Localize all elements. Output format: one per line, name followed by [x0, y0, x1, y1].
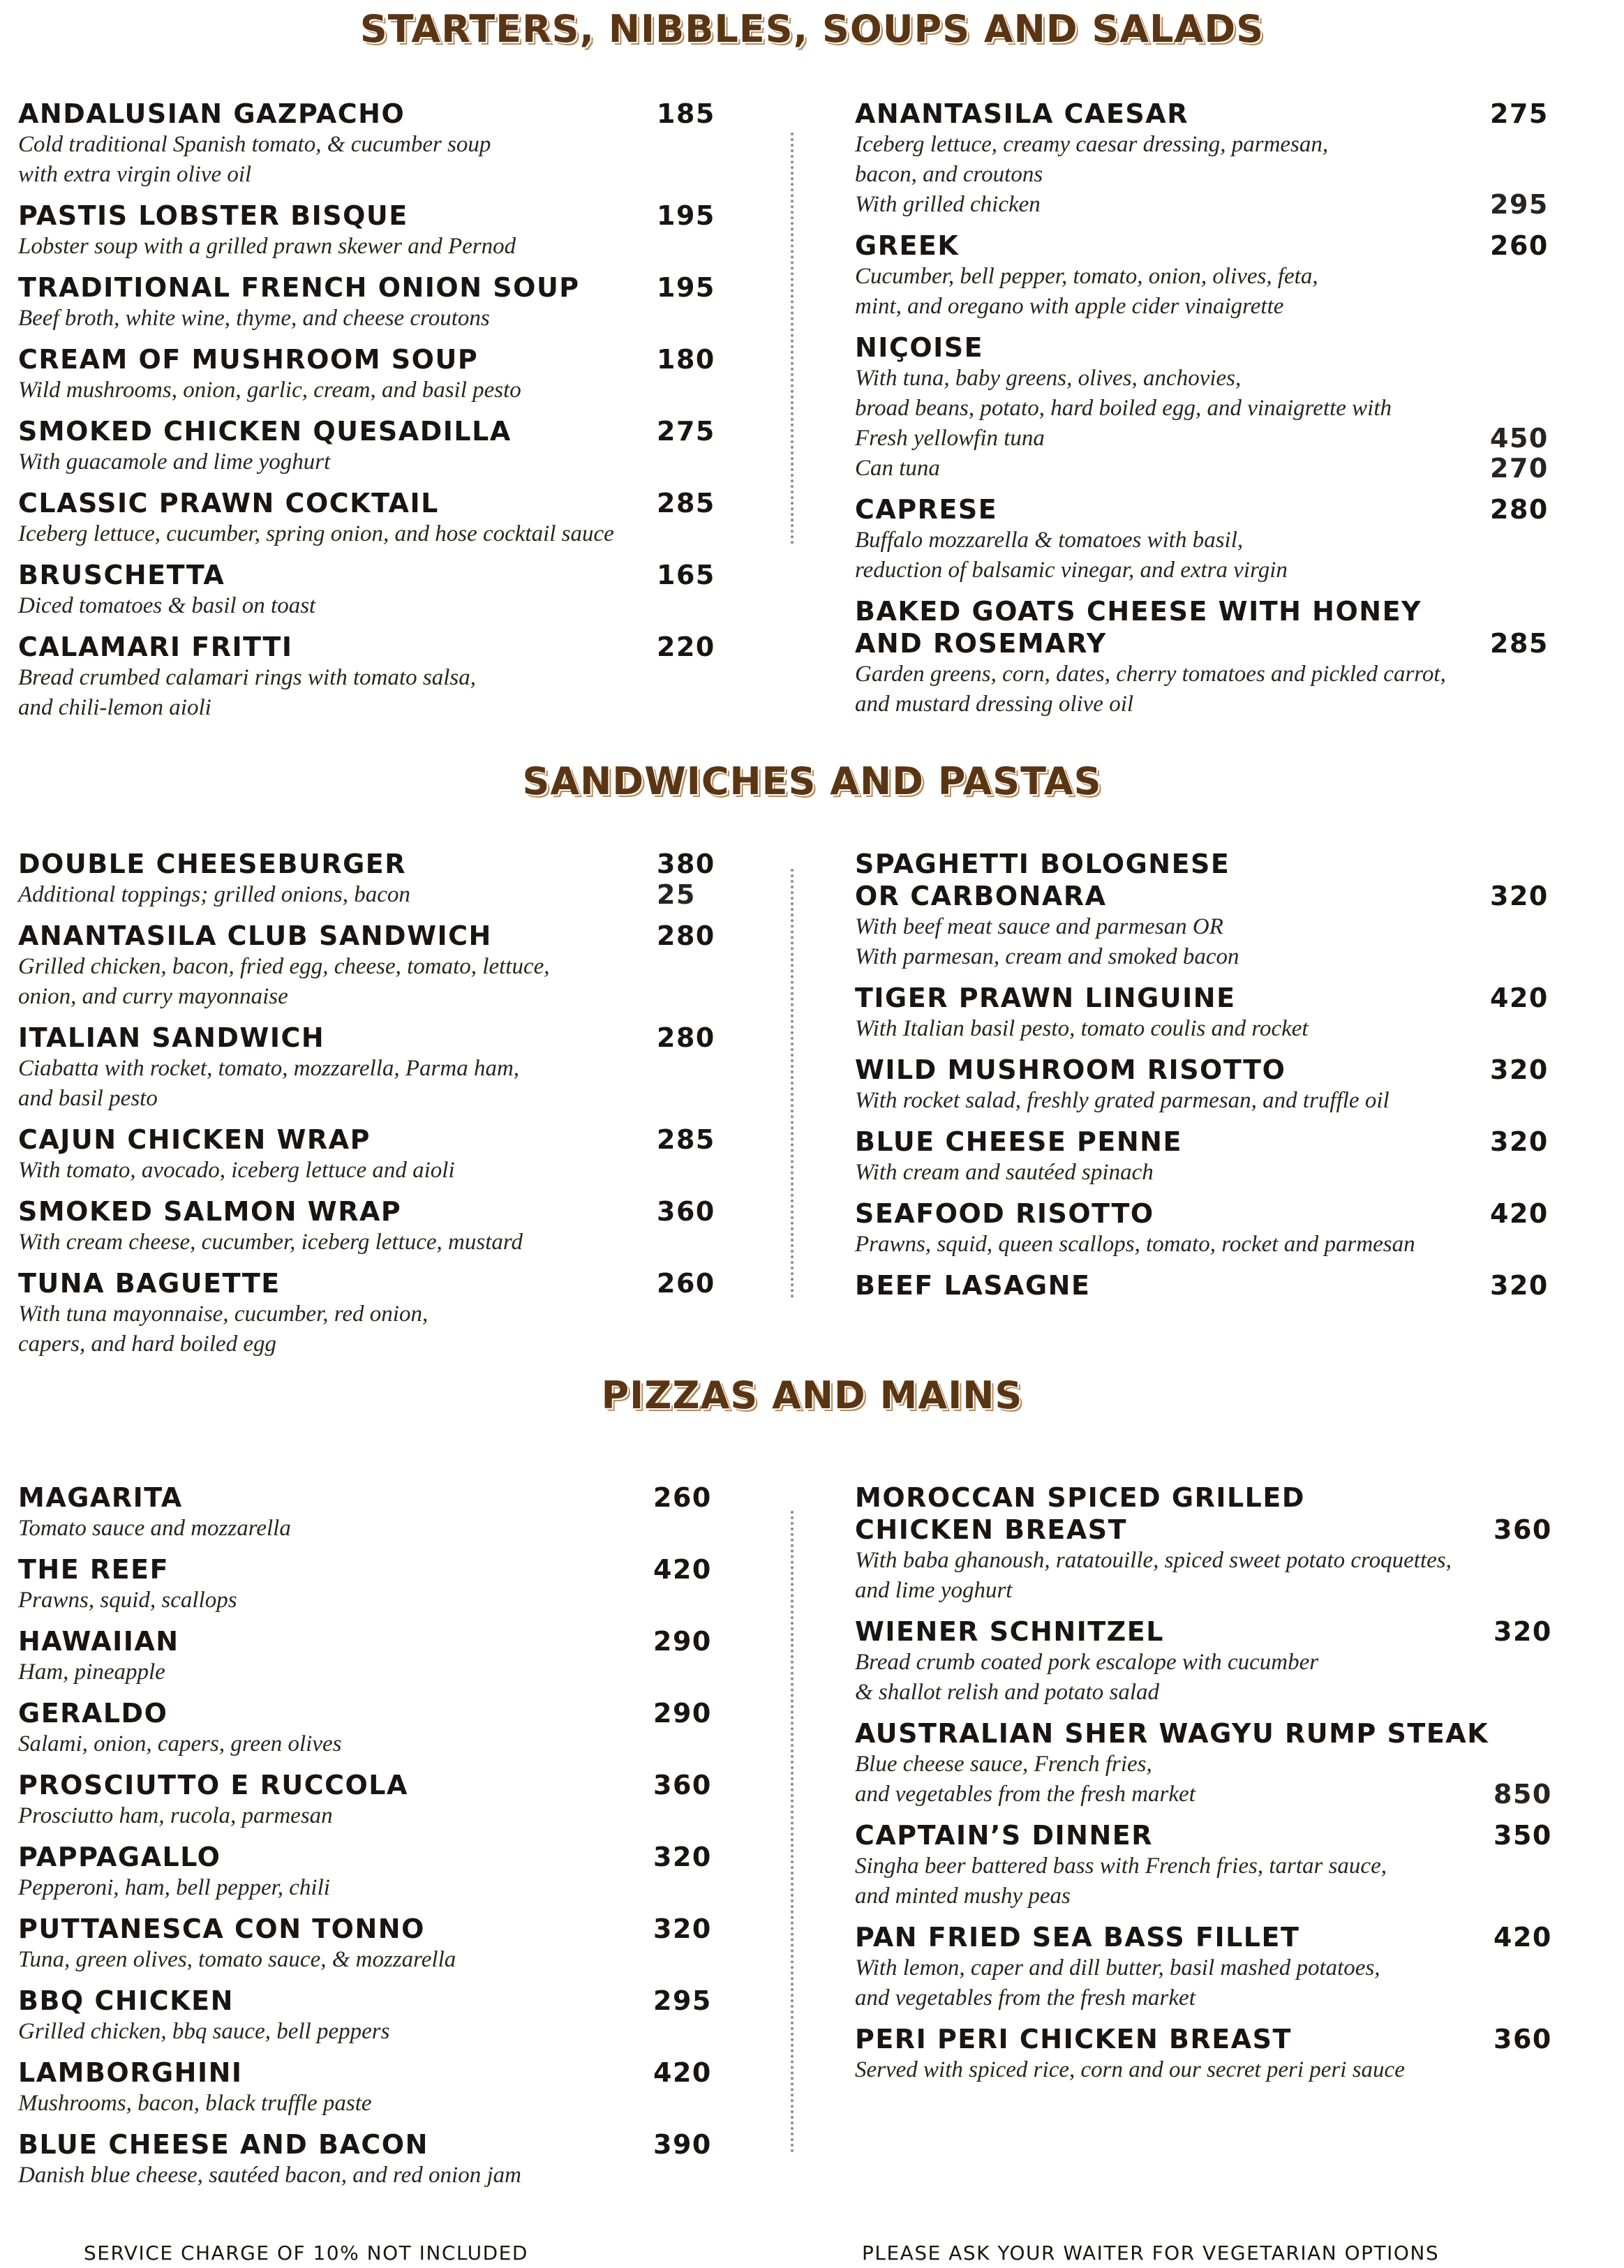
item-name: MOROCCAN SPICED GRILLED [855, 1482, 1305, 1513]
item-name: BAKED GOATS CHEESE WITH HONEY [855, 596, 1422, 627]
item-name: PAN FRIED SEA BASS FILLET [855, 1922, 1300, 1953]
item-price: 320 [1490, 1270, 1549, 1301]
item-description: With tuna mayonnaise, cucumber, red onion, capers, and hard boiled egg [18, 1301, 429, 1357]
item-name: SMOKED SALMON WRAP [18, 1196, 402, 1227]
menu-item [18, 1769, 730, 1831]
item-description: Diced tomatoes & basil on toast [18, 593, 316, 618]
item-name: WIENER SCHNITZEL [855, 1616, 1164, 1647]
menu-item [18, 631, 733, 723]
menu-item [18, 98, 733, 190]
item-description: With guacamole and lime yoghurt [18, 449, 331, 475]
item-option [855, 190, 1560, 220]
starters-left-column [18, 98, 733, 733]
item-price: 280 [657, 920, 715, 951]
item-name: ITALIAN SANDWICH [18, 1022, 325, 1053]
option-price: 25 [657, 879, 696, 910]
sandwiches-section [0, 759, 1624, 803]
item-name: GREEK [855, 230, 960, 261]
item-description: With rocket salad, freshly grated parmesan, and truffle oil [855, 1088, 1390, 1113]
item-name: LAMBORGHINI [18, 2057, 243, 2088]
menu-item [18, 1625, 730, 1687]
menu-item [855, 230, 1560, 322]
item-description: With tuna, baby greens, olives, anchovies, broad beans, potato, hard boiled egg, and vinaigrette with [855, 366, 1392, 421]
item-price: 420 [1490, 1198, 1549, 1229]
item-name: SPAGHETTI BOLOGNESE [855, 849, 1230, 879]
item-description: Tomato sauce and mozzarella [18, 1516, 291, 1541]
vegetarian-note: PLEASE ASK YOUR WAITER FOR VEGETARIAN OPTIONS [862, 2241, 1440, 2265]
menu-item [855, 1126, 1560, 1188]
menu-item [855, 493, 1560, 585]
item-name: CREAM OF MUSHROOM SOUP [18, 344, 479, 375]
item-description: Garden greens, corn, dates, cherry tomatoes and pickled carrot, and mustard dressing olive oil [855, 662, 1446, 717]
item-description: Ciabatta with rocket, tomato, mozzarella, Parma ham, and basil pesto [18, 1056, 520, 1111]
item-name: PUTTANESCA CON TONNO [18, 1913, 425, 1944]
item-description: With cream cheese, cucumber, iceberg lettuce, mustard [18, 1230, 523, 1255]
item-price: 320 [1490, 1126, 1549, 1157]
item-price: 420 [1493, 1922, 1552, 1953]
option-label: Additional toppings; grilled onions, bacon [18, 882, 410, 907]
item-description: Mushrooms, bacon, black truffle paste [18, 2091, 372, 2116]
item-description: Wild mushrooms, onion, garlic, cream, and basil pesto [18, 378, 521, 403]
item-price: 320 [1490, 1054, 1549, 1085]
item-description: Ham, pineapple [18, 1659, 165, 1685]
item-price: 195 [657, 200, 715, 231]
item-price: 320 [653, 1842, 712, 1872]
item-price: 295 [653, 1985, 712, 2016]
item-description: Bread crumb coated pork escalope with cucumber & shallot relish and potato salad [855, 1650, 1319, 1705]
item-description: With lemon, caper and dill butter, basil mashed potatoes, and vegetables from the fresh market [855, 1955, 1380, 2010]
pizzas-section [0, 1373, 1624, 1417]
item-description: With tomato, avocado, iceberg lettuce and aioli [18, 1158, 455, 1183]
item-option [855, 454, 1560, 484]
item-name-continued: AND ROSEMARY [855, 628, 1107, 659]
item-description: Buffalo mozzarella & tomatoes with basil, reduction of balsamic vinegar, and extra virgin [855, 528, 1288, 583]
item-name: HAWAIIAN [18, 1626, 179, 1657]
menu-item [855, 1269, 1560, 1301]
item-price: 290 [653, 1626, 712, 1657]
item-name: CAPTAIN’S DINNER [855, 1820, 1154, 1851]
menu-item [18, 1553, 730, 1616]
item-name-continued: CHICKEN BREAST [855, 1514, 1128, 1545]
item-name: PROSCIUTTO E RUCCOLA [18, 1770, 408, 1800]
menu-item [18, 1697, 730, 1759]
item-name: BLUE CHEESE PENNE [855, 1126, 1182, 1157]
menu-item [855, 2023, 1563, 2085]
menu-item [18, 343, 733, 405]
menu-item [18, 2057, 730, 2119]
item-description: Danish blue cheese, sautéed bacon, and red onion jam [18, 2163, 521, 2188]
item-price: 185 [657, 98, 715, 129]
menu-item [18, 1482, 730, 1544]
item-name: CAJUN CHICKEN WRAP [18, 1124, 371, 1155]
menu-item [18, 1124, 733, 1186]
item-price: 360 [1493, 1514, 1552, 1545]
menu-item [855, 98, 1560, 220]
item-description: With Italian basil pesto, tomato coulis and rocket [855, 1016, 1309, 1041]
item-description: Prawns, squid, scallops [18, 1588, 237, 1613]
starters-section [0, 7, 1624, 51]
item-name: PASTIS LOBSTER BISQUE [18, 200, 408, 231]
item-description: Grilled chicken, bbq sauce, bell peppers [18, 2019, 390, 2044]
sandwiches-left-column [18, 848, 733, 1369]
option-label: Fresh yellowfin tuna [855, 426, 1045, 451]
service-charge-note: SERVICE CHARGE OF 10% NOT INCLUDED [84, 2241, 528, 2265]
menu-item [18, 1267, 733, 1359]
item-description: Pepperoni, ham, bell pepper, chili [18, 1875, 330, 1900]
item-description: Blue cheese sauce, French fries, [855, 1752, 1152, 1777]
item-name: WILD MUSHROOM RISOTTO [855, 1054, 1286, 1085]
menu-item [18, 1195, 733, 1258]
item-description: Lobster soup with a grilled prawn skewer and Pernod [18, 234, 516, 259]
item-price: 420 [1490, 983, 1549, 1013]
item-name: PAPPAGALLO [18, 1842, 221, 1872]
item-price: 260 [657, 1268, 715, 1299]
menu-item [18, 559, 733, 621]
item-description: Served with spiced rice, corn and our secret peri peri sauce [855, 2057, 1405, 2082]
item-name: SEAFOOD RISOTTO [855, 1198, 1154, 1229]
menu-item [855, 1054, 1560, 1116]
item-option [18, 880, 733, 910]
item-description: With cream and sautéed spinach [855, 1160, 1154, 1185]
pizzas-title: PIZZAS AND MAINS [601, 1373, 1023, 1417]
item-price: 290 [653, 1698, 712, 1729]
item-name: TRADITIONAL FRENCH ONION SOUP [18, 272, 580, 303]
item-price: 165 [657, 560, 715, 590]
item-name: ANANTASILA CAESAR [855, 98, 1189, 129]
item-name: TIGER PRAWN LINGUINE [855, 983, 1236, 1013]
menu-item [18, 487, 733, 549]
menu-item [18, 1022, 733, 1114]
item-name: NIÇOISE [855, 332, 984, 363]
item-description: Tuna, green olives, tomato sauce, & mozzarella [18, 1947, 456, 1972]
starters-right-column [855, 98, 1560, 729]
option-price: 295 [1490, 189, 1549, 220]
item-name: AUSTRALIAN SHER WAGYU RUMP STEAK [855, 1718, 1489, 1749]
item-description: Cucumber, bell pepper, tomato, onion, olives, feta, mint, and oregano with apple cider vinaigrette [855, 264, 1318, 319]
item-option [855, 1780, 1563, 1810]
item-price: 195 [657, 272, 715, 303]
menu-item [855, 331, 1560, 484]
item-name: TUNA BAGUETTE [18, 1268, 281, 1299]
item-name: BEEF LASAGNE [855, 1270, 1091, 1301]
item-name: BLUE CHEESE AND BACON [18, 2129, 429, 2160]
item-description: Salami, onion, capers, green olives [18, 1731, 342, 1756]
menu-item [18, 1913, 730, 1975]
menu-item [18, 1841, 730, 1903]
item-description: Bread crumbed calamari rings with tomato salsa, and chili-lemon aioli [18, 665, 477, 720]
item-description: Cold traditional Spanish tomato, & cucumber soup with extra virgin olive oil [18, 132, 491, 187]
pizzas-left-column [18, 1482, 730, 2200]
item-description: Iceberg lettuce, creamy caesar dressing, parmesan, bacon, and croutons [855, 132, 1329, 187]
item-price: 220 [657, 632, 715, 662]
item-price: 260 [1490, 230, 1549, 261]
menu-item [855, 1198, 1560, 1260]
item-description: Prosciutto ham, rucola, parmesan [18, 1803, 333, 1828]
item-price: 285 [657, 488, 715, 518]
item-price: 280 [657, 1022, 715, 1053]
menu-item [855, 595, 1560, 719]
item-description: Prawns, squid, queen scallops, tomato, rocket and parmesan [855, 1232, 1415, 1257]
menu-item [855, 982, 1560, 1044]
starters-title: STARTERS, NIBBLES, SOUPS AND SALADS [359, 7, 1265, 51]
item-price: 850 [1493, 1779, 1552, 1810]
item-price: 360 [1493, 2024, 1552, 2054]
item-price: 360 [653, 1770, 712, 1800]
item-description: Grilled chicken, bacon, fried egg, cheese, tomato, lettuce, onion, and curry mayonnaise [18, 954, 550, 1009]
item-option [855, 424, 1560, 454]
menu-item [855, 1482, 1563, 1606]
sandwiches-right-column [855, 848, 1560, 1311]
item-price: 260 [653, 1482, 712, 1513]
menu-item [18, 415, 733, 477]
item-name: THE REEF [18, 1554, 170, 1585]
item-description: With baba ghanoush, ratatouille, spiced sweet potato croquettes, and lime yoghurt [855, 1548, 1452, 1603]
item-price: 320 [1493, 1616, 1552, 1647]
menu-item [855, 1717, 1563, 1810]
item-name: BRUSCHETTA [18, 560, 225, 590]
menu-item [18, 848, 733, 910]
menu-item [855, 1921, 1563, 2013]
menu-item [18, 200, 733, 262]
option-label: With grilled chicken [855, 192, 1041, 217]
option-price: 450 [1490, 423, 1549, 454]
sandwiches-title: SANDWICHES AND PASTAS [522, 759, 1102, 803]
menu-item [855, 1616, 1563, 1708]
starters-divider [791, 133, 794, 544]
item-name: DOUBLE CHEESEBURGER [18, 849, 406, 879]
menu-item [18, 920, 733, 1012]
item-description-continued: and vegetables from the fresh market [855, 1782, 1195, 1807]
item-price: 285 [657, 1124, 715, 1155]
item-description: With beef meat sauce and parmesan OR With parmesan, cream and smoked bacon [855, 914, 1239, 969]
item-price: 285 [1490, 628, 1549, 659]
item-description: Beef broth, white wine, thyme, and cheese croutons [18, 306, 490, 331]
item-price: 280 [1490, 494, 1549, 525]
sandwiches-divider [791, 869, 794, 1298]
item-description: Singha beer battered bass with French fries, tartar sauce, and minted mushy peas [855, 1853, 1387, 1909]
item-description: Iceberg lettuce, cucumber, spring onion, and hose cocktail sauce [18, 521, 614, 546]
item-price: 350 [1493, 1820, 1552, 1851]
item-price: 390 [653, 2129, 712, 2160]
menu-item [18, 2128, 730, 2191]
item-price: 180 [657, 344, 715, 375]
menu-item [18, 1985, 730, 2047]
item-name: GERALDO [18, 1698, 168, 1729]
item-name: SMOKED CHICKEN QUESADILLA [18, 416, 512, 447]
item-name: ANANTASILA CLUB SANDWICH [18, 920, 492, 951]
menu-item [18, 271, 733, 334]
option-price: 270 [1490, 453, 1549, 484]
option-label: Can tuna [855, 456, 940, 481]
item-price: 360 [657, 1196, 715, 1227]
item-name-continued: OR CARBONARA [855, 881, 1107, 911]
item-name: ANDALUSIAN GAZPACHO [18, 98, 405, 129]
item-price: 275 [657, 416, 715, 447]
item-name: CALAMARI FRITTI [18, 632, 293, 662]
pizzas-divider [791, 1511, 794, 2153]
item-price: 380 [657, 849, 715, 879]
item-price: 420 [653, 1554, 712, 1585]
menu-item [855, 848, 1560, 972]
item-price: 420 [653, 2057, 712, 2088]
item-name: CLASSIC PRAWN COCKTAIL [18, 488, 439, 518]
item-name: PERI PERI CHICKEN BREAST [855, 2024, 1292, 2054]
item-name: BBQ CHICKEN [18, 1985, 234, 2016]
item-name: CAPRESE [855, 494, 998, 525]
menu-item [855, 1819, 1563, 1911]
item-name: MAGARITA [18, 1482, 183, 1513]
item-price: 320 [653, 1913, 712, 1944]
pizzas-right-column [855, 1482, 1563, 2095]
item-price: 320 [1490, 881, 1549, 911]
item-price: 275 [1490, 98, 1549, 129]
